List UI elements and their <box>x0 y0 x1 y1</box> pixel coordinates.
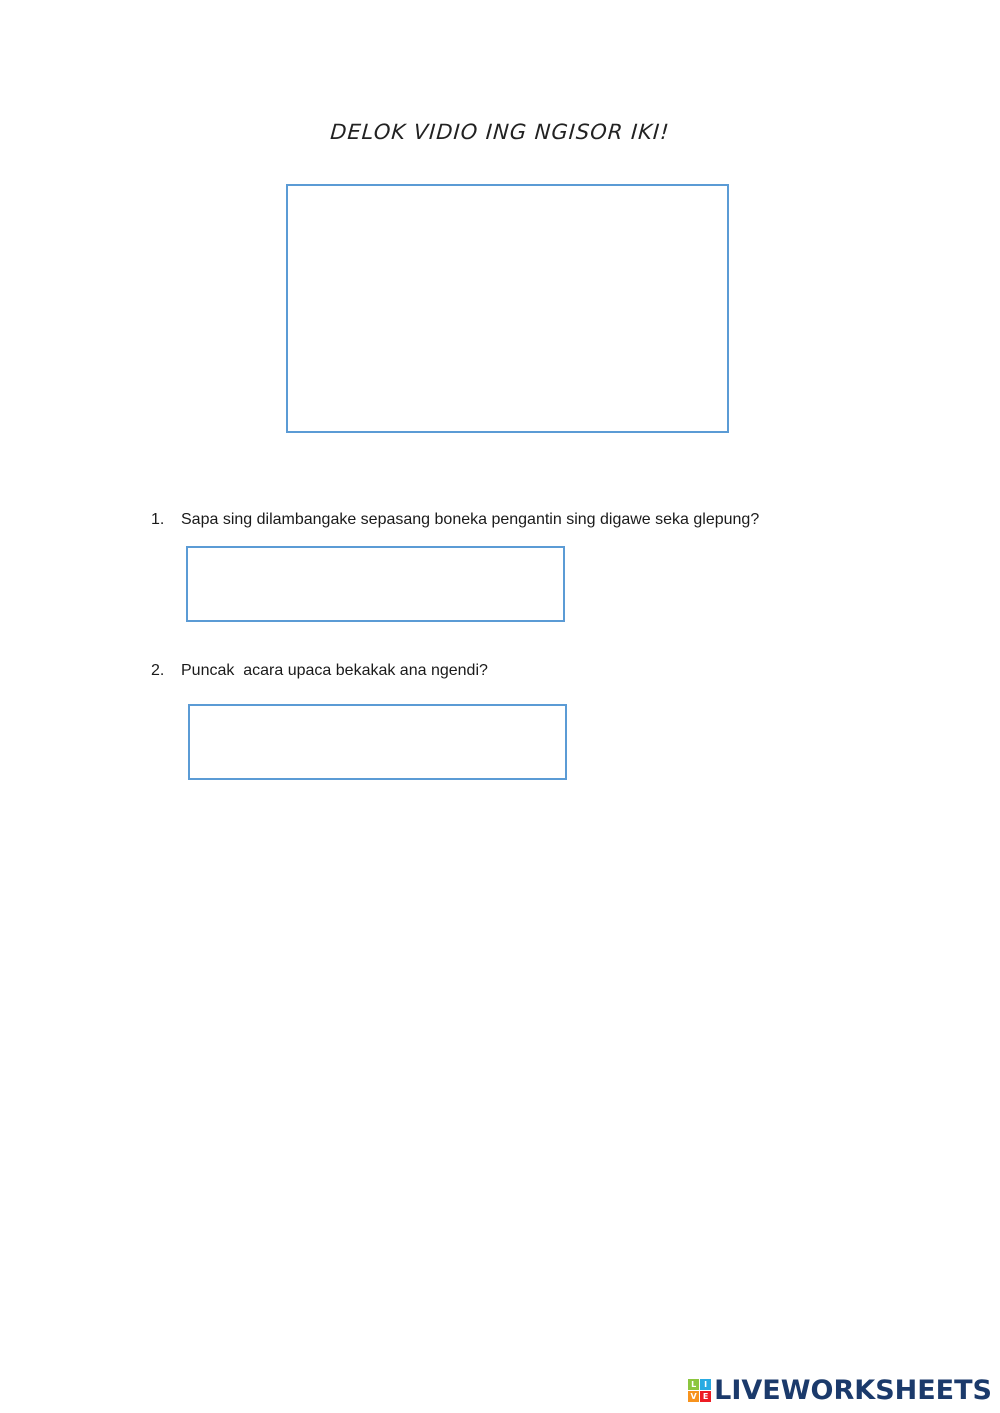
logo-icon-letter: V <box>688 1391 699 1402</box>
logo-icon-letter: I <box>700 1379 711 1390</box>
video-embed[interactable] <box>286 184 729 433</box>
question-1 <box>151 511 759 529</box>
question-text: Puncak acara upaca bekakak ana ngendi? <box>181 662 488 679</box>
answer-field-2[interactable] <box>188 704 567 780</box>
liveworksheets-logo-icon <box>688 1379 711 1402</box>
question-number: 2. <box>151 662 165 679</box>
question-number: 1. <box>151 511 165 528</box>
logo-icon-letter: E <box>700 1391 711 1402</box>
question-text: Sapa sing dilambangake sepasang boneka pengantin sing digawe seka glepung? <box>181 511 760 528</box>
page-title: DELOK VIDIO ING NGISOR IKI! <box>329 120 671 144</box>
answer-field-1[interactable] <box>186 546 565 622</box>
liveworksheets-logo <box>688 1373 992 1407</box>
logo-icon-letter: L <box>688 1379 699 1390</box>
logo-text: LIVEWORKSHEETS <box>714 1374 992 1406</box>
question-2 <box>151 662 488 680</box>
